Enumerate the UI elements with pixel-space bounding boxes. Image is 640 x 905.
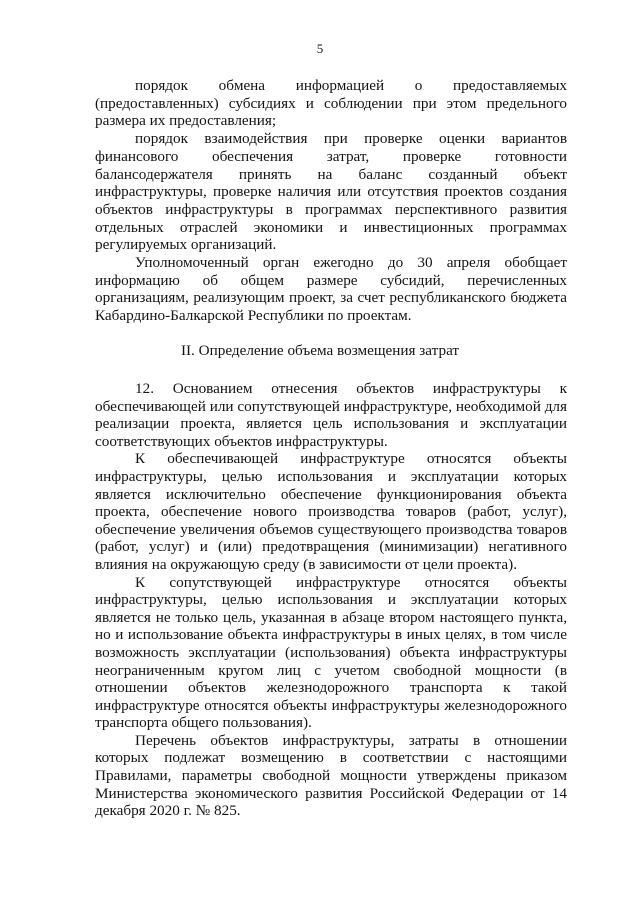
paragraph-interaction-order: порядок взаимодействия при проверке оценки вариантов финансового обеспечения затрат, проверке готовности балансодержателя принять на баланс созданный объект инфраструктуры, проверке наличия или отсутствия проектов создания объектов инфраструктуры в программах перспективного развития отдельных отраслей экономики и инвестиционных программах регулируемых организаций. [95,130,567,254]
paragraph-accompanying-infrastructure: К сопутствующей инфраструктуре относятся объекты инфраструктуры, целью использования и эксплуатации которых является не только цель, указанная в абзаце втором настоящего пункта, но и использование объекта инфраструктуры в иных целях, в том числе возможность эксплуатации (использования) объекта инфраструктуры неограниченным кругом лиц с учетом свободной мощности (в отношении объектов железнодорожного транспорта к такой инфраструктуре относятся объекты инфраструктуры железнодорожного транспорта общего пользования). [95,573,567,732]
paragraph-item-12: 12. Основанием отнесения объектов инфраструктуры к обеспечивающей или сопутствующей инфраструктуре, необходимой для реализации проекта, является цель использования и эксплуатации соответствующих объектов инфраструктуры. [95,380,567,450]
paragraph-authorized-body: Уполномоченный орган ежегодно до 30 апреля обобщает информацию об общем размере субсидий, перечисленных организациям, реализующим проект, за счет республиканского бюджета Кабардино-Балкарской Республики по проектам. [95,254,567,325]
paragraph-supporting-infrastructure: К обеспечивающей инфраструктуре относятся объекты инфраструктуры, целью использования и эксплуатации которых является исключительно обеспечение функционирования объекта проекта, обеспечение нового производства товаров (работ, услуг), обеспечение увеличения объемов существующего производства товаров (работ, услуг) и (или) предотвращения (минимизации) негативного влияния на окружающую среду (в зависимости от цели проекта). [95,450,567,573]
body-text-bottom [95,380,567,820]
body-text-top [95,77,567,325]
section-heading: II. Определение объема возмещения затрат [180,342,460,359]
paragraph-exchange-order: порядок обмена информацией о предоставляемых (предоставленных) субсидиях и соблюдении при этом предельного размера их предоставления; [95,77,567,130]
page-number: 5 [316,41,324,56]
paragraph-infrastructure-list: Перечень объектов инфраструктуры, затраты в отношении которых подлежат возмещению в соответствии с настоящими Правилами, параметры свободной мощности утверждены приказом Министерства экономического развития Российской Федерации от 14 декабря 2020 г. № 825. [95,731,567,820]
